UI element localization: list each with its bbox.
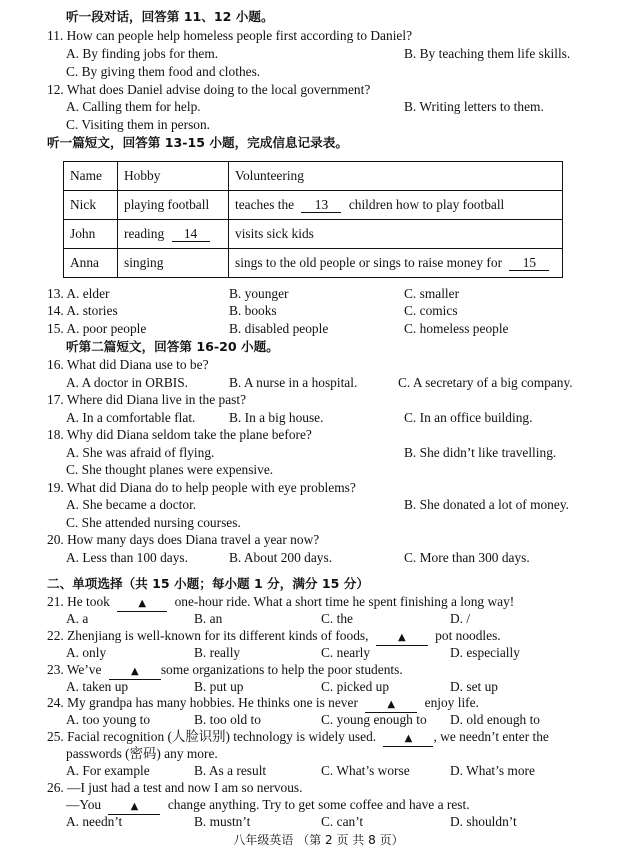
q24-option-d: D. old enough to [450, 712, 541, 727]
q25-option-b: B. As a result [194, 763, 267, 778]
q21-text-post: one-hour ride. What a short time he spent finishing a long way! [174, 594, 515, 609]
section-13-15-instruction: 听一篇短文，回答第 13-15 小题，完成信息记录表。 [47, 135, 348, 150]
answer-blank: ▲ [117, 597, 167, 612]
cell-volunteering [229, 249, 563, 278]
q25-option-d: D. What’s more [450, 763, 535, 778]
cell-volunteering [229, 191, 563, 220]
q19-stem: 19. What did Diana do to help people with eye problems? [47, 480, 356, 495]
cell-name: Nick [64, 191, 118, 220]
q16-option-b: B. A nurse in a hospital. [229, 375, 358, 390]
q16-stem: 16. What did Diana use to be? [47, 357, 209, 372]
cell-hobby [118, 220, 229, 249]
answer-blank: ▲ [108, 800, 160, 815]
q21-option-b: B. an [194, 611, 223, 626]
q13-option-b: B. younger [229, 286, 289, 301]
cell-text: children how to play football [348, 197, 505, 213]
table-header-row [64, 162, 563, 191]
info-record-table [63, 161, 563, 278]
section-16-20-instruction: 听第二篇短文，回答第 16-20 小题。 [66, 339, 279, 354]
answer-blank: ▲ [383, 732, 433, 747]
q24-option-a: A. too young to [66, 712, 151, 727]
q12-option-c: C. Visiting them in person. [66, 117, 211, 132]
q23-option-c: C. picked up [321, 679, 390, 694]
q20-stem: 20. How many days does Diana travel a year now? [47, 532, 320, 547]
q23-text-post: some organizations to help the poor students. [160, 662, 403, 677]
q18-option-c: C. She thought planes were expensive. [66, 462, 274, 477]
cell-hobby: playing football [118, 191, 229, 220]
q16-option-c: C. A secretary of a big company. [398, 375, 573, 390]
q12-option-b: B. Writing letters to them. [404, 99, 544, 114]
q21-text-pre: 21. He took [47, 594, 110, 609]
section-2-heading: 二、单项选择（共 15 小题；每小题 1 分，满分 15 分） [47, 576, 369, 591]
q17-option-a: A. In a comfortable flat. [66, 410, 196, 425]
table-row [64, 220, 563, 249]
q23-option-a: A. taken up [66, 679, 129, 694]
answer-blank: ▲ [365, 698, 417, 713]
cell-hobby: singing [118, 249, 229, 278]
q18-option-a: A. She was afraid of flying. [66, 445, 215, 460]
page-footer: 八年级英语 （第 2 页 共 8 页） [233, 833, 404, 847]
q12-option-a: A. Calling them for help. [66, 99, 201, 114]
q24-option-c: C. young enough to [321, 712, 427, 727]
q22-option-a: A. only [66, 645, 107, 660]
q23-option-b: B. put up [194, 679, 244, 694]
q22-option-c: C. nearly [321, 645, 371, 660]
q11-option-a: A. By finding jobs for them. [66, 46, 219, 61]
q26-option-c: C. can’t [321, 814, 364, 829]
q15-option-a: 15. A. poor people [47, 321, 147, 336]
q21-option-d: D. / [450, 611, 471, 626]
q20-option-a: A. Less than 100 days. [66, 550, 188, 565]
q19-option-a: A. She became a doctor. [66, 497, 197, 512]
cell-volunteering: visits sick kids [229, 220, 563, 249]
q26-text-pre: —You [66, 797, 102, 812]
q11-stem: 11. How can people help homeless people first according to Daniel? [47, 28, 413, 43]
q16-option-a: A. A doctor in ORBIS. [66, 375, 189, 390]
header-hobby: Hobby [118, 162, 229, 191]
q18-stem: 18. Why did Diana seldom take the plane before? [47, 427, 312, 442]
header-volunteering: Volunteering [229, 162, 563, 191]
q11-option-b: B. By teaching them life skills. [404, 46, 571, 61]
q25-option-a: A. For example [66, 763, 150, 778]
q15-option-b: B. disabled people [229, 321, 329, 336]
answer-blank-13: 13 [301, 198, 341, 213]
q18-option-b: B. She didn’t like travelling. [404, 445, 557, 460]
q24-option-b: B. too old to [194, 712, 261, 727]
answer-blank: ▲ [376, 631, 428, 646]
q26-stem-line1: 26. —I just had a test and now I am so nervous. [47, 780, 303, 795]
q14-option-b: B. books [229, 303, 277, 318]
q23-option-d: D. set up [450, 679, 498, 694]
q25-text-pre: 25. Facial recognition (人脸识别) technology is widely used. [47, 729, 377, 744]
q22-stem [47, 627, 501, 646]
q22-option-d: D. especially [450, 645, 520, 660]
q17-stem: 17. Where did Diana live in the past? [47, 392, 247, 407]
q13-option-a: 13. A. elder [47, 286, 110, 301]
q23-text-pre: 23. We’ve [47, 662, 102, 677]
q25-stem-line2: passwords (密码) any more. [66, 746, 218, 761]
q20-option-b: B. About 200 days. [229, 550, 333, 565]
q26-text-post: change anything. Try to get some coffee and have a rest. [167, 797, 470, 812]
q20-option-c: C. More than 300 days. [404, 550, 530, 565]
q24-text-post: enjoy life. [424, 695, 479, 710]
cell-name: John [64, 220, 118, 249]
section-11-12-instruction: 听一段对话，回答第 11、12 小题。 [66, 9, 274, 24]
q22-option-b: B. really [194, 645, 241, 660]
q26-option-a: A. needn’t [66, 814, 123, 829]
q26-stem-line2 [66, 796, 470, 815]
q11-option-c: C. By giving them food and clothes. [66, 64, 261, 79]
answer-blank: ▲ [109, 665, 161, 680]
cell-name: Anna [64, 249, 118, 278]
q19-option-b: B. She donated a lot of money. [404, 497, 569, 512]
q12-stem: 12. What does Daniel advise doing to the local government? [47, 82, 371, 97]
answer-blank-14: 14 [172, 227, 210, 242]
q21-option-a: A. a [66, 611, 89, 626]
q17-option-b: B. In a big house. [229, 410, 324, 425]
q15-option-c: C. homeless people [404, 321, 509, 336]
q21-stem [47, 593, 514, 612]
q25-option-c: C. What’s worse [321, 763, 410, 778]
q14-option-c: C. comics [404, 303, 458, 318]
q17-option-c: C. In an office building. [404, 410, 533, 425]
q19-option-c: C. She attended nursing courses. [66, 515, 241, 530]
q26-option-d: D. shouldn’t [450, 814, 517, 829]
q22-text-pre: 22. Zhenjiang is well-known for its different kinds of foods, [47, 628, 369, 643]
table-row [64, 191, 563, 220]
q13-option-c: C. smaller [404, 286, 460, 301]
answer-blank-15: 15 [509, 256, 549, 271]
q21-option-c: C. the [321, 611, 353, 626]
cell-text: sings to the old people or sings to raise money for [235, 255, 503, 271]
q24-text-pre: 24. My grandpa has many hobbies. He thinks one is never [47, 695, 358, 710]
q26-option-b: B. mustn’t [194, 814, 251, 829]
q22-text-post: pot noodles. [435, 628, 501, 643]
cell-text: teaches the [235, 197, 295, 213]
cell-text: reading [124, 226, 165, 242]
q14-option-a: 14. A. stories [47, 303, 118, 318]
q25-text-post: , we needn’t enter the [433, 729, 549, 744]
header-name: Name [64, 162, 118, 191]
table-row [64, 249, 563, 278]
